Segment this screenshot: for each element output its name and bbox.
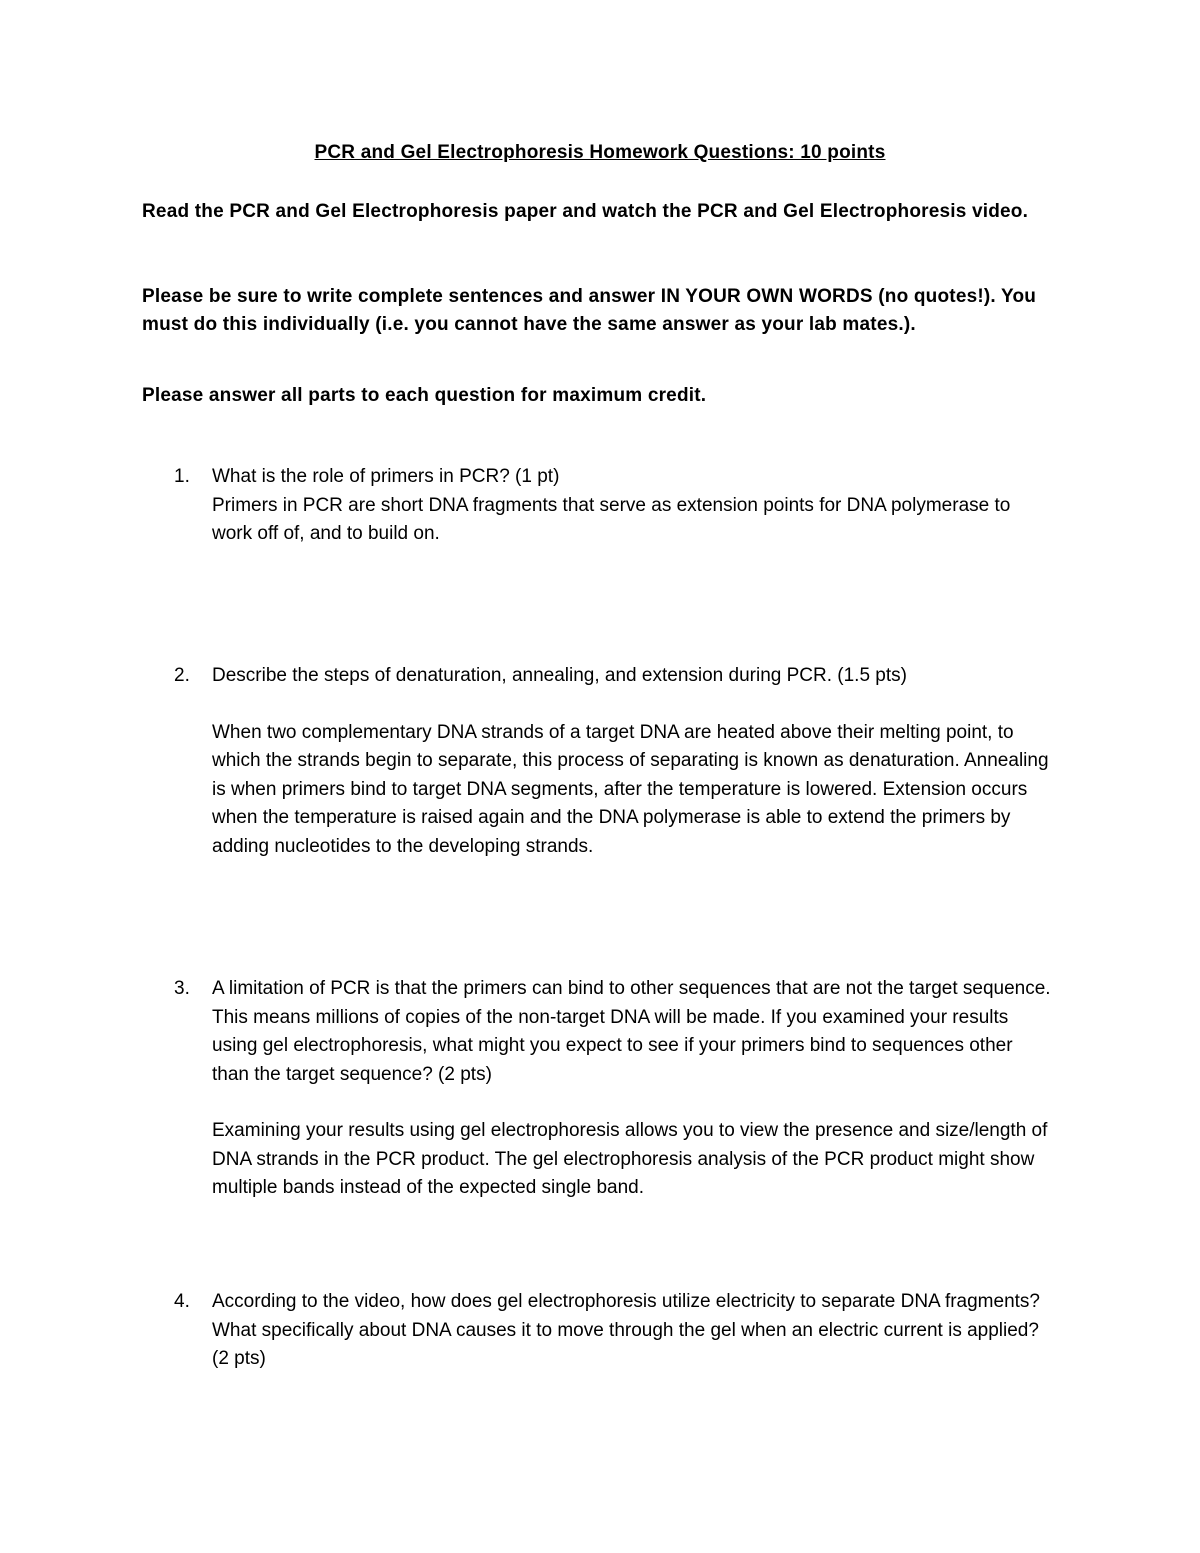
instruction-answer-all: Please answer all parts to each question for maximum credit.	[142, 385, 707, 406]
answer-text: Primers in PCR are short DNA fragments that serve as extension points for DNA polymerase to work off of, and to build on.	[212, 494, 1011, 544]
instruction-read: Read the PCR and Gel Electrophoresis paper and watch the PCR and Gel Electrophoresis video.	[142, 201, 1029, 222]
question-2	[142, 662, 1049, 861]
question-number: 1.	[174, 466, 190, 487]
question-number: 4.	[174, 1291, 190, 1312]
question-text: Describe the steps of denaturation, annealing, and extension during PCR. (1.5 pts)	[212, 665, 907, 686]
question-text: A limitation of PCR is that the primers can bind to other sequences that are not the target sequence. This means millions of copies of the non-target DNA will be made. If you examined your results using gel electrophoresis, what might you expect to see if your primers bind to sequences other than the target sequence? (2 pts)	[212, 978, 1051, 1085]
question-text: What is the role of primers in PCR? (1 pt)	[212, 466, 560, 487]
question-number: 3.	[174, 978, 190, 999]
answer-text: When two complementary DNA strands of a target DNA are heated above their melting point, to which the strands begin to separate, this process of separating is known as denaturation. Annealing is when primers bind to target DNA segments, after the temperature is lowered. Extension occurs when the temperature is raised again and the DNA polymerase is able to extend the primers by adding nucleotides to the developing strands.	[212, 721, 1049, 857]
question-number: 2.	[174, 665, 190, 686]
question-3	[142, 975, 1051, 1203]
answer-text: Examining your results using gel electrophoresis allows you to view the presence and size/length of DNA strands in the PCR product. The gel electrophoresis analysis of the PCR product might show multiple bands instead of the expected single band.	[212, 1120, 1048, 1198]
instruction-own-words: Please be sure to write complete sentences and answer IN YOUR OWN WORDS (no quotes!). You must do this individually (i.e. you cannot have the same answer as your lab mates.).	[142, 286, 1037, 335]
question-1	[142, 463, 1042, 549]
question-text: According to the video, how does gel electrophoresis utilize electricity to separate DNA fragments? What specifically about DNA causes it to move through the gel when an electric current is applied? (2 pts)	[212, 1291, 1040, 1369]
question-4	[142, 1288, 1042, 1402]
document-title: PCR and Gel Electrophoresis Homework Questions: 10 points	[314, 142, 886, 163]
